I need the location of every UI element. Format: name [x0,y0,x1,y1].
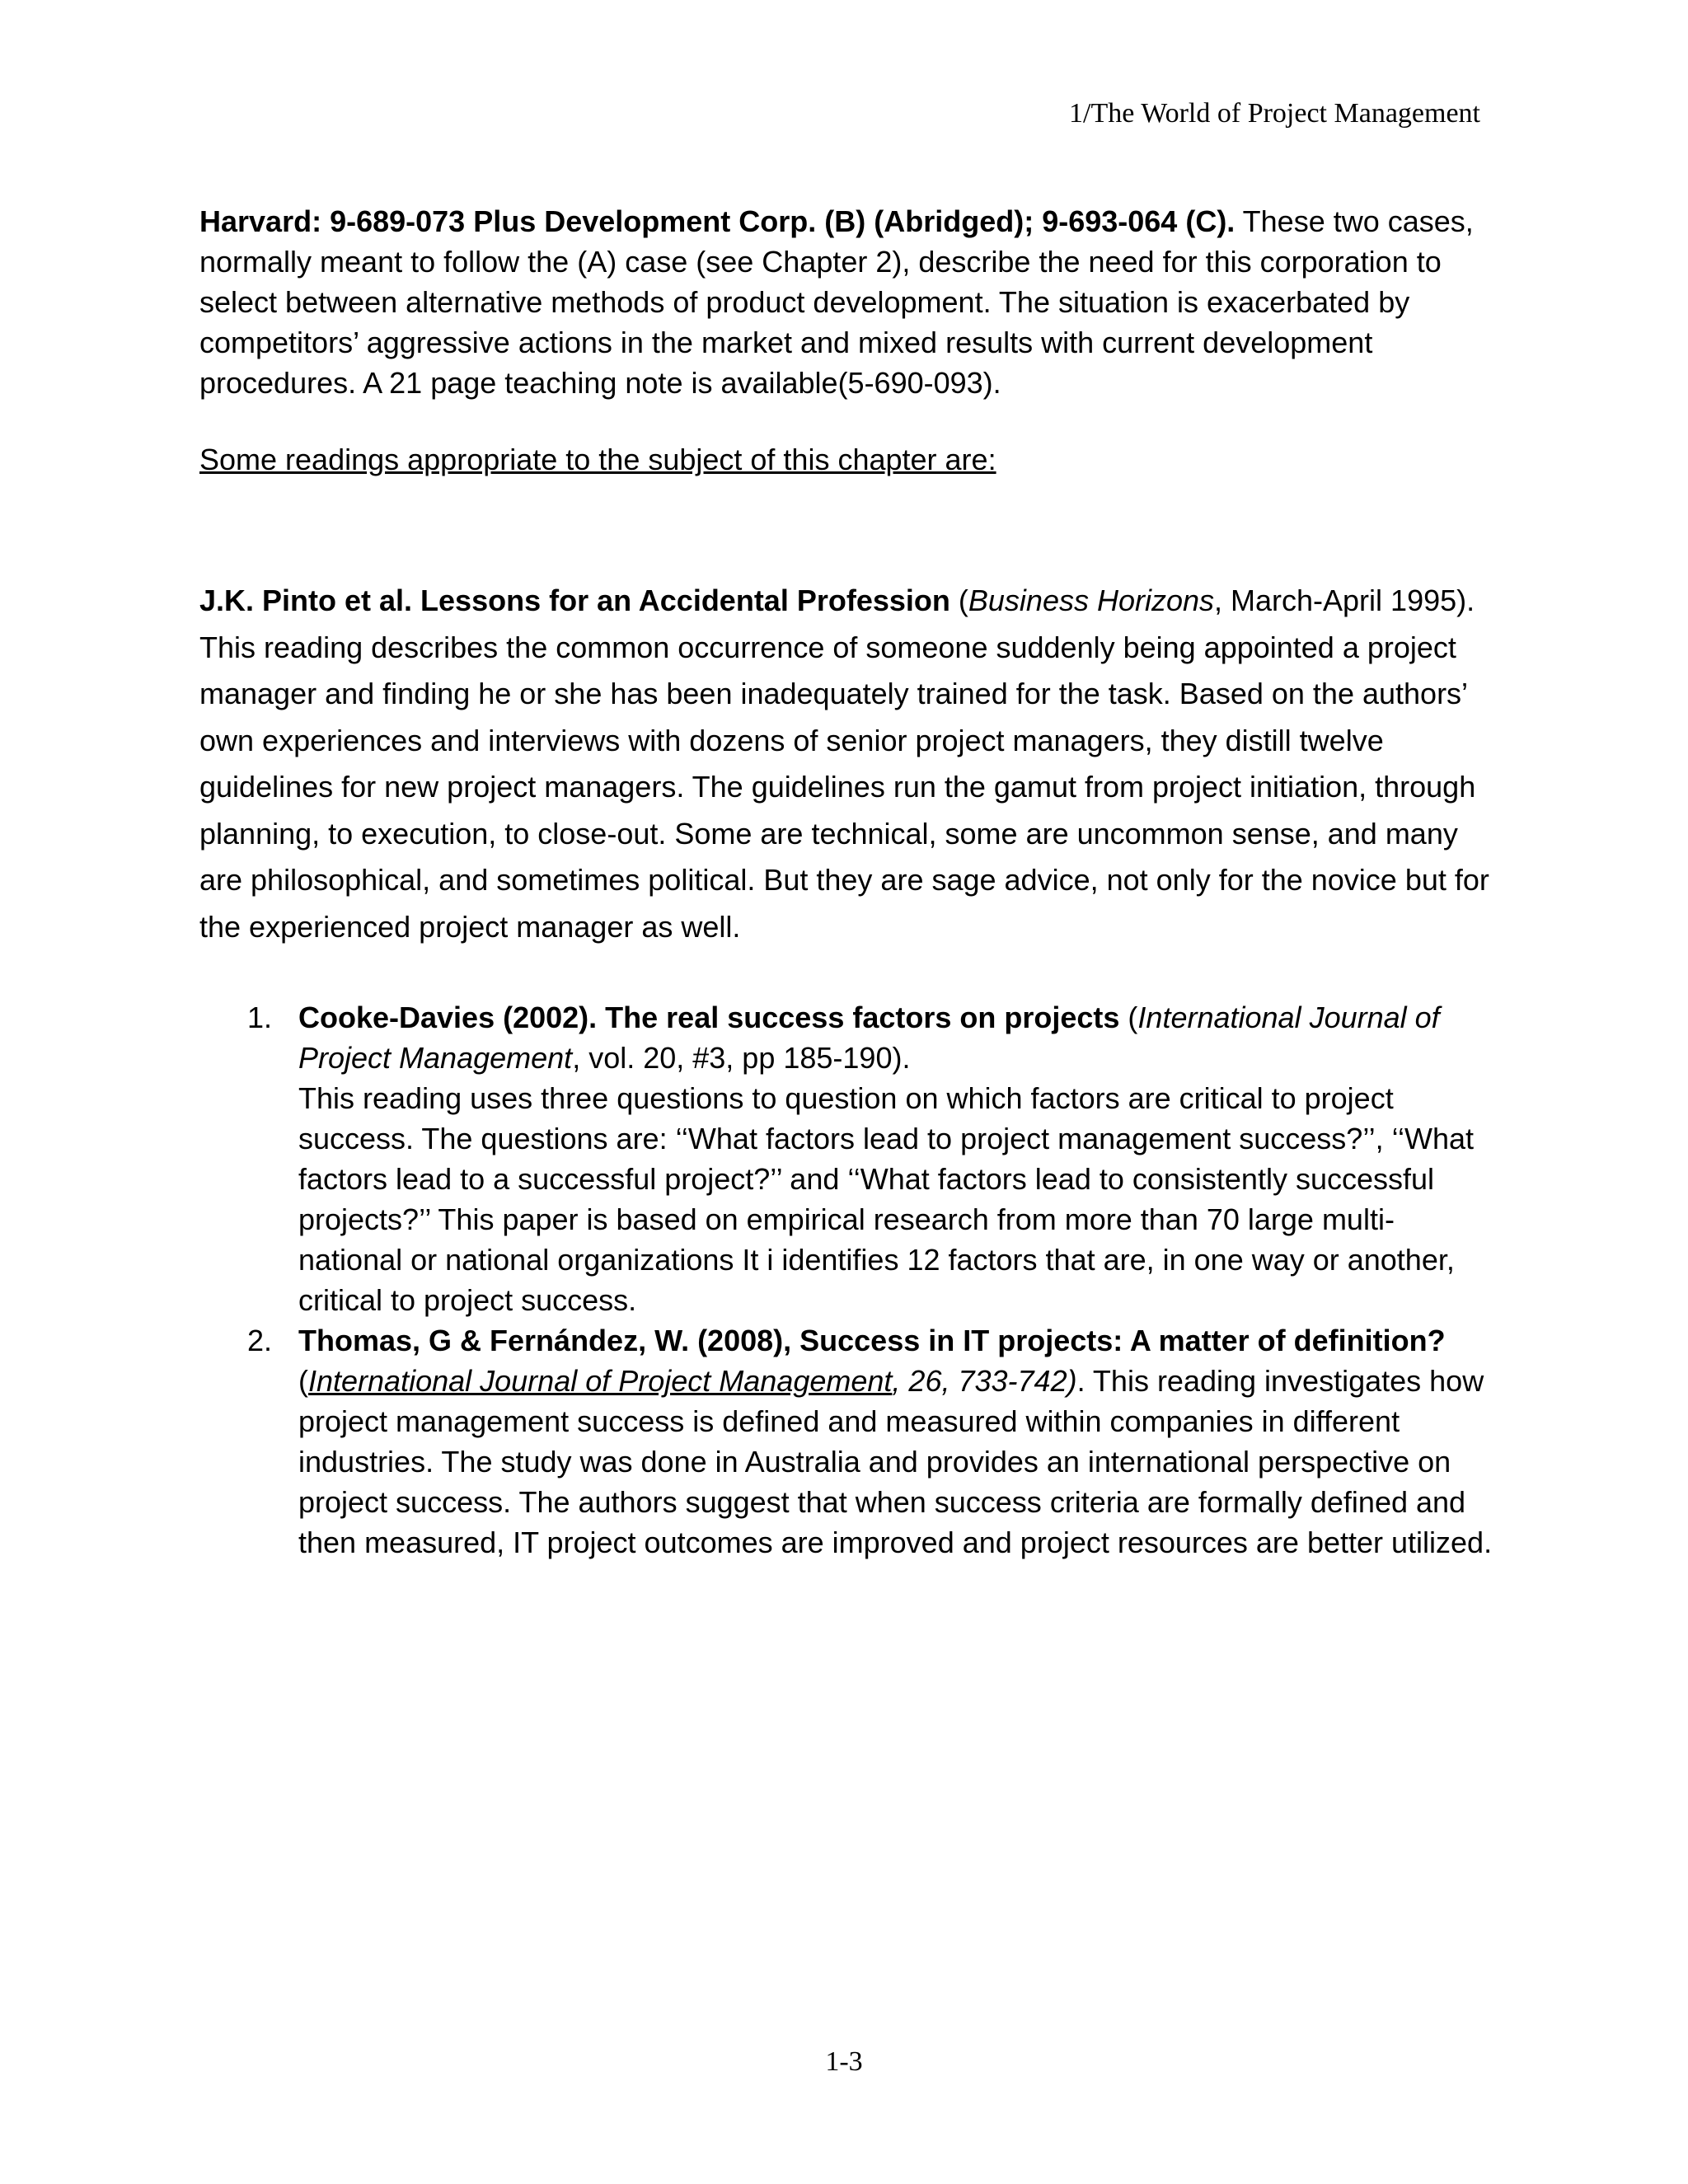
pinto-title: J.K. Pinto et al. Lessons for an Accidental Profession [199,583,950,617]
pinto-source-open: ( [950,583,968,617]
pinto-source-close: , March-April 1995). [1214,583,1475,617]
reading-title: Cooke-Davies (2002). The real success factors on projects [298,1001,1120,1034]
case-paragraph [199,201,1493,403]
reading-item [199,1320,1493,1563]
case-title: Harvard: 9-689-073 Plus Development Corp. (B) (Abridged); 9-693-064 (C). [199,204,1236,238]
reading-source-open: ( [1119,1001,1138,1034]
reading-item [199,997,1493,1320]
reading-source-details: , 26, 733-742) [892,1364,1077,1398]
pinto-journal: Business Horizons [968,583,1215,617]
reading-source-details: , vol. 20, #3, pp 185-190). [572,1041,911,1075]
reading-citation [298,997,1493,1078]
pinto-text: This reading describes the common occurrence of someone suddenly being appointed a project manager and finding he or she has been inadequately trained for the task. Based on the authors’ own experiences and interviews with dozens of senior project managers, they distill twelve guidelines for new project managers. The guidelines run the gamut from project initiation, through planning, to execution, to close-out. Some are technical, some are uncommon sense, and many are philosophical, and sometimes political. But they are sage advice, not only for the novice but for the experienced project manager as well. [199,630,1489,944]
case-text: These two cases, normally meant to follow the (A) case (see Chapter 2), describe the need for this corporation to select between alternative methods of product development. The situation is exacerbated by competitors’ aggressive actions in the market and mixed results with current development procedures. A 21 page teaching note is available(5-690-093). [199,204,1474,400]
reading-source-open: ( [298,1364,308,1398]
reading-journal: International Journal of Project Management [308,1364,893,1398]
pinto-paragraph [199,578,1493,950]
running-header: 1/The World of Project Management [1069,98,1480,129]
readings-list [199,997,1493,1563]
reading-citation [298,1320,1493,1563]
reading-number: 2. [247,1324,273,1357]
reading-description: . This reading investigates how project management success is defined and measured within companies in different industries. The study was done in Australia and provides an international perspective on project success. The authors suggest that when success criteria are formally defined and then measured, IT project outcomes are improved and project resources are better utilized. [298,1364,1493,1559]
readings-heading: Some readings appropriate to the subject of this chapter are: [199,443,996,476]
reading-number: 1. [247,1001,273,1034]
reading-title: Thomas, G & Fernández, W. (2008), Success in IT projects: A matter of definition? [298,1324,1446,1357]
reading-journal: International Journal of Project Management [298,1001,1440,1075]
page-number: 1-3 [825,2046,863,2077]
reading-description: This reading uses three questions to question on which factors are critical to project success. The questions are: ‘‘What factors lead to project management success?’’, ‘‘What factors lead to a successful project?’’ and ‘‘What factors lead to consistently successful projects?’’ This paper is based on empirical research from more than 70 large multi-national or national organizations It i identifies 12 factors that are, in one way or another, critical to project success. [298,1081,1475,1317]
